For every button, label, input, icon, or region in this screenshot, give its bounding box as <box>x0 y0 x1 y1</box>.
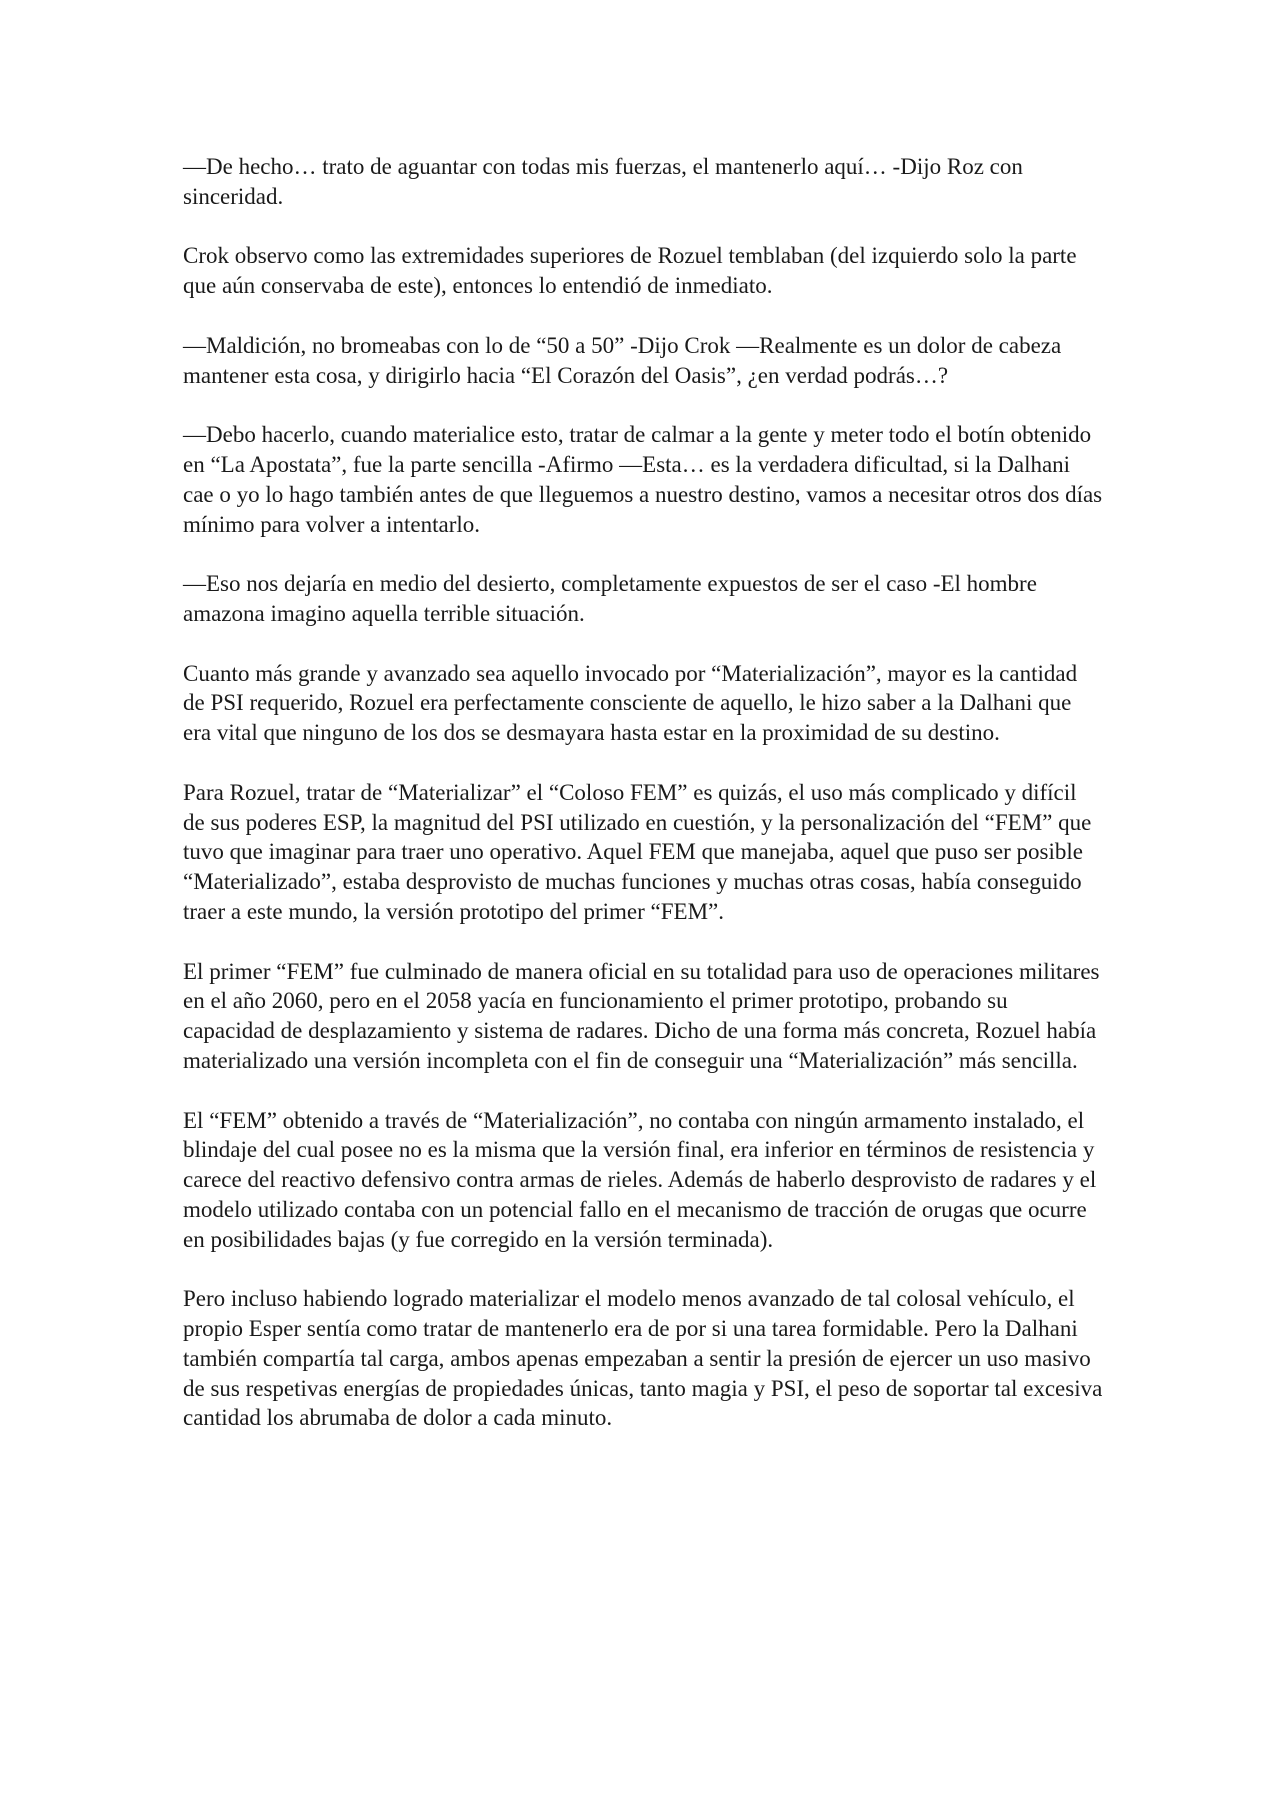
paragraph: —Eso nos dejaría en medio del desierto, completamente expuestos de ser el caso -El hombre amazona imagino aquella terrible situación. <box>183 571 1037 626</box>
document-body <box>183 152 1103 1433</box>
paragraph: —De hecho… trato de aguantar con todas mis fuerzas, el mantenerlo aquí… -Dijo Roz con sinceridad. <box>183 154 1023 209</box>
paragraph: El primer “FEM” fue culminado de manera oficial en su totalidad para uso de operaciones militares en el año 2060, pero en el 2058 yacía en funcionamiento el primer prototipo, probando su capacidad de desplazamiento y sistema de radares. Dicho de una forma más concreta, Rozuel había materializado una versión incompleta con el fin de conseguir una “Materialización” más sencilla. <box>183 958 1100 1073</box>
paragraph: Cuanto más grande y avanzado sea aquello invocado por “Materialización”, mayor es la cantidad de PSI requerido, Rozuel era perfectamente consciente de aquello, le hizo saber a la Dalhani que era vital que ninguno de los dos se desmayara hasta estar en la proximidad de su destino. <box>183 660 1078 746</box>
paragraph: —Debo hacerlo, cuando materialice esto, tratar de calmar a la gente y meter todo el botín obtenido en “La Apostata”, fue la parte sencilla -Afirmo —Esta… es la verdadera dificultad, si la Dalhani cae o yo lo hago también antes de que lleguemos a nuestro destino, vamos a necesitar otros dos días mínimo para volver a intentarlo. <box>183 422 1103 537</box>
paragraph: Para Rozuel, tratar de “Materializar” el “Coloso FEM” es quizás, el uso más complicado y difícil de sus poderes ESP, la magnitud del PSI utilizado en cuestión, y la personalización del “FEM” que tuvo que imaginar para traer uno operativo. Aquel FEM que manejaba, aquel que puso ser posible “Materializado”, estaba desprovisto de muchas funciones y muchas otras cosas, había conseguido traer a este mundo, la versión prototipo del primer “FEM”. <box>183 779 1092 924</box>
paragraph: El “FEM” obtenido a través de “Materialización”, no contaba con ningún armamento instalado, el blindaje del cual posee no es la misma que la versión final, era inferior en términos de resistencia y carece del reactivo defensivo contra armas de rieles. Además de haberlo desprovisto de radares y el modelo utilizado contaba con un potencial fallo en el mecanismo de tracción de orugas que ocurre en posibilidades bajas (y fue corregido en la versión terminada). <box>183 1107 1097 1252</box>
paragraph: Pero incluso habiendo logrado materializar el modelo menos avanzado de tal colosal vehículo, el propio Esper sentía como tratar de mantenerlo era de por si una tarea formidable. Pero la Dalhani también compartía tal carga, ambos apenas empezaban a sentir la presión de ejercer un uso masivo de sus respetivas energías de propiedades únicas, tanto magia y PSI, el peso de soportar tal excesiva cantidad los abrumaba de dolor a cada minuto. <box>183 1286 1103 1431</box>
paragraph: —Maldición, no bromeabas con lo de “50 a 50” -Dijo Crok —Realmente es un dolor de cabeza mantener esta cosa, y dirigirlo hacia “El Corazón del Oasis”, ¿en verdad podrás…? <box>183 332 1062 388</box>
paragraph: Crok observo como las extremidades superiores de Rozuel temblaban (del izquierdo solo la parte que aún conservaba de este), entonces lo entendió de inmediato. <box>183 243 1077 299</box>
